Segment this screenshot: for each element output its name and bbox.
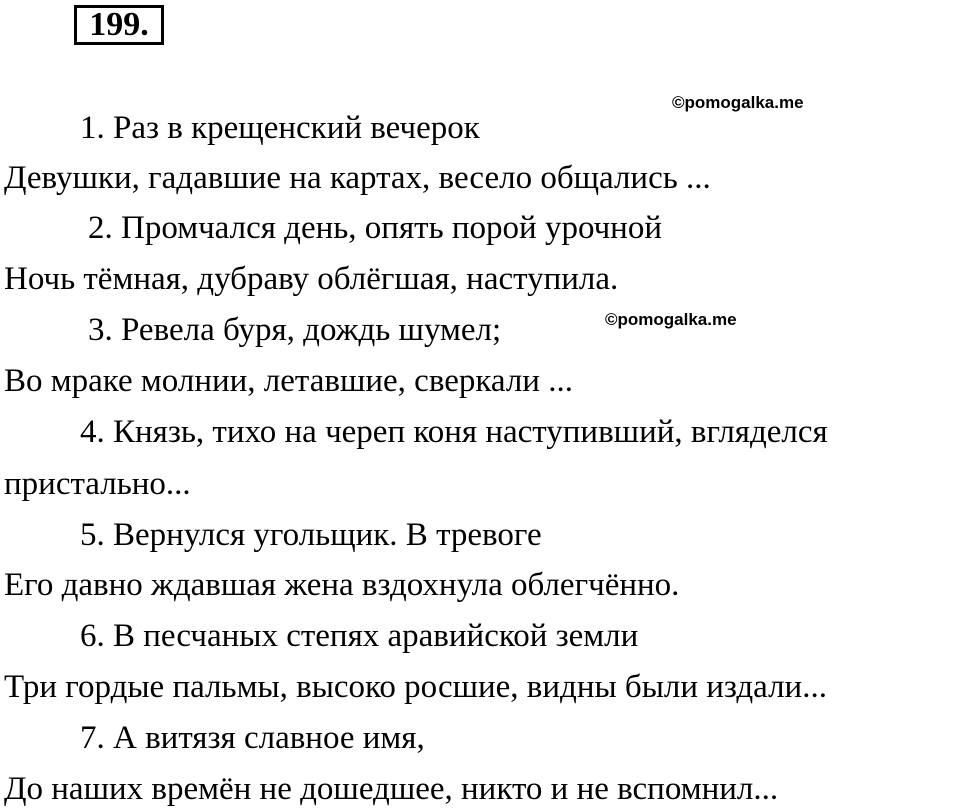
text-line: 7. А витязя славное имя,	[80, 720, 425, 756]
text-line: 4. Князь, тихо на череп коня наступивший, вгляделся	[80, 414, 828, 450]
text-line: Девушки, гадавшие на картах, весело общались ...	[4, 160, 711, 196]
text-line: пристально...	[4, 466, 191, 502]
text-line: 3. Ревела буря, дождь шумел;	[88, 312, 502, 348]
text-line: 1. Раз в крещенский вечерок	[80, 110, 480, 146]
text-line: Ночь тёмная, дубраву облёгшая, наступила.	[4, 261, 619, 297]
text-line: До наших времён не дошедшее, никто и не вспомнил...	[4, 771, 779, 807]
text-line: 2. Промчался день, опять порой урочной	[88, 210, 663, 246]
watermark: ©pomogalka.me	[605, 310, 737, 329]
watermark: ©pomogalka.me	[672, 93, 804, 112]
text-line: Его давно ждавшая жена вздохнула облегчённо.	[4, 567, 680, 603]
text-line: Во мраке молнии, летавшие, сверкали ...	[4, 363, 573, 399]
text-line: Три гордые пальмы, высоко росшие, видны были издали...	[4, 669, 827, 705]
text-line: 5. Вернулся угольщик. В тревоге	[80, 517, 542, 553]
text-line: 6. В песчаных степях аравийской земли	[80, 618, 639, 654]
task-number: 199.	[74, 5, 164, 45]
